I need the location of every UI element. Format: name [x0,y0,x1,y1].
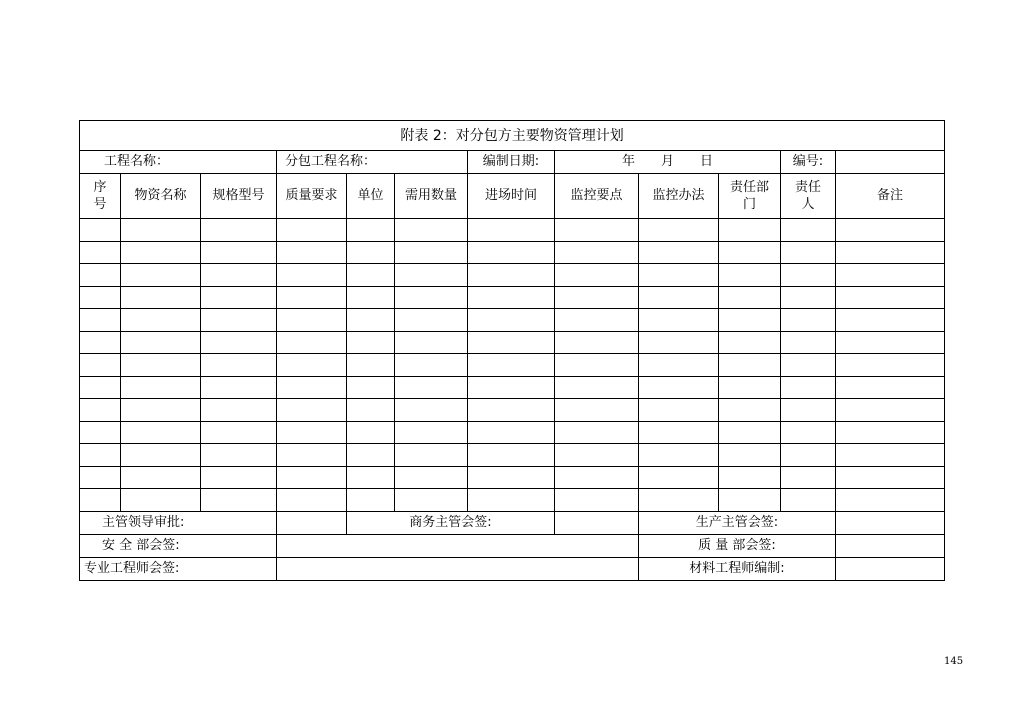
table-title: 附表 2：对分包方主要物资管理计划 [80,121,945,151]
table-cell [836,466,945,489]
header-cell: 责任人 [781,174,836,219]
table-cell [836,286,945,309]
table-cell [836,421,945,444]
table-cell [80,264,121,287]
table-cell [395,466,468,489]
table-cell [277,466,347,489]
table-cell [719,264,781,287]
table-cell [201,264,277,287]
commerce-countersign-field [555,511,639,534]
table-cell [468,421,555,444]
header-cell: 规格型号 [201,174,277,219]
table-cell [781,399,836,422]
table-row [80,399,945,422]
table-cell [836,399,945,422]
table-cell [201,376,277,399]
table-cell [80,444,121,467]
table-cell [347,489,395,512]
table-cell [121,421,201,444]
date-label: 编制日期: [468,151,555,174]
table-cell [80,331,121,354]
header-cell: 质量要求 [277,174,347,219]
table-cell [121,444,201,467]
table-cell [121,399,201,422]
quality-countersign-field [836,534,945,557]
table-cell [639,264,719,287]
table-cell [347,264,395,287]
table-cell [395,489,468,512]
header-cell: 序号 [80,174,121,219]
table-cell [719,399,781,422]
table-cell [277,309,347,332]
table-cell [395,241,468,264]
table-cell [80,376,121,399]
table-cell [639,489,719,512]
table-cell [121,309,201,332]
table-cell [277,399,347,422]
table-cell [468,489,555,512]
table-cell [395,444,468,467]
table-row [80,219,945,242]
table-cell [121,331,201,354]
table-row [80,421,945,444]
table-cell [468,376,555,399]
table-cell [555,219,639,242]
table-cell [468,264,555,287]
table-cell [555,421,639,444]
table-row [80,264,945,287]
table-cell [277,241,347,264]
table-cell [468,399,555,422]
header-cell: 进场时间 [468,174,555,219]
table-cell [347,219,395,242]
table-cell [277,489,347,512]
table-cell [468,331,555,354]
table-cell [781,376,836,399]
table-cell [121,466,201,489]
table-row [80,309,945,332]
table-cell [639,444,719,467]
table-cell [836,309,945,332]
table-cell [121,286,201,309]
table-cell [80,309,121,332]
table-cell [347,241,395,264]
table-cell [277,354,347,377]
table-cell [555,241,639,264]
table-cell [80,399,121,422]
material-engineer-field [836,557,945,580]
table-cell [347,399,395,422]
table-cell [201,354,277,377]
table-cell [468,219,555,242]
table-cell [836,489,945,512]
table-cell [121,489,201,512]
table-row [80,466,945,489]
table-cell [719,331,781,354]
table-cell [80,354,121,377]
table-cell [719,376,781,399]
table-cell [277,444,347,467]
table-cell [80,466,121,489]
header-cell: 物资名称 [121,174,201,219]
table-cell [80,241,121,264]
table-cell [395,354,468,377]
table-cell [121,241,201,264]
table-cell [639,309,719,332]
table-cell [836,264,945,287]
table-cell [781,444,836,467]
table-cell [347,331,395,354]
table-cell [781,241,836,264]
table-cell [555,466,639,489]
commerce-countersign-label: 商务主管会签: [347,511,555,534]
table-cell [639,466,719,489]
table-cell [781,264,836,287]
table-cell [719,354,781,377]
safety-countersign-label: 安 全 部会签: [80,534,277,557]
table-cell [201,399,277,422]
page-number: 145 [944,656,964,667]
table-cell [201,219,277,242]
table-row [80,489,945,512]
table-cell [277,376,347,399]
table-cell [395,376,468,399]
table-cell [468,286,555,309]
table-row [80,444,945,467]
material-management-plan-table [79,120,945,581]
table-cell [639,399,719,422]
table-row [80,331,945,354]
table-cell [639,354,719,377]
table-cell [781,219,836,242]
table-cell [201,309,277,332]
table-cell [468,444,555,467]
table-cell [277,286,347,309]
table-cell [277,331,347,354]
table-cell [201,241,277,264]
table-cell [395,399,468,422]
table-cell [639,286,719,309]
table-cell [719,219,781,242]
header-cell: 单位 [347,174,395,219]
table-cell [121,219,201,242]
quality-countersign-label: 质 量 部会签: [639,534,836,557]
table-cell [80,421,121,444]
table-cell [639,421,719,444]
table-cell [719,466,781,489]
table-cell [201,421,277,444]
project-name-label: 工程名称： [80,151,277,174]
engineer-countersign-field [277,557,639,580]
leader-approval-label: 主管领导审批: [80,511,277,534]
table-cell [781,489,836,512]
table-cell [347,376,395,399]
table-cell [719,421,781,444]
table-row [80,286,945,309]
table-cell [80,286,121,309]
header-cell: 监控要点 [555,174,639,219]
table-cell [555,286,639,309]
table-cell [277,264,347,287]
table-cell [468,241,555,264]
production-countersign-field [836,511,945,534]
table-cell [468,466,555,489]
table-cell [277,219,347,242]
table-cell [121,376,201,399]
table-cell [639,376,719,399]
table-cell [555,264,639,287]
table-cell [639,241,719,264]
leader-approval-field [277,511,347,534]
table-row [80,354,945,377]
table-cell [395,264,468,287]
table-cell [781,309,836,332]
table-cell [781,354,836,377]
table-cell [781,466,836,489]
table-cell [555,399,639,422]
sub-project-name-label: 分包工程名称： [277,151,468,174]
table-cell [719,286,781,309]
table-cell [719,444,781,467]
table-cell [468,354,555,377]
table-cell [555,354,639,377]
table-cell [555,444,639,467]
table-cell [836,354,945,377]
header-cell: 备注 [836,174,945,219]
table-cell [719,489,781,512]
table-cell [121,264,201,287]
engineer-countersign-label: 专业工程师会签: [80,557,277,580]
header-cell: 责任部门 [719,174,781,219]
table-cell [468,309,555,332]
number-value [836,151,945,174]
table-cell [836,376,945,399]
material-engineer-label: 材料工程师编制: [639,557,836,580]
table-cell [781,331,836,354]
header-cell: 监控办法 [639,174,719,219]
table-cell [347,286,395,309]
table-row [80,241,945,264]
safety-countersign-field [277,534,639,557]
table-cell [719,309,781,332]
header-cell: 需用数量 [395,174,468,219]
table-cell [395,219,468,242]
table-row [80,376,945,399]
table-cell [201,444,277,467]
table-cell [277,421,347,444]
table-cell [555,489,639,512]
table-cell [347,421,395,444]
table-cell [347,354,395,377]
table-cell [201,489,277,512]
table-cell [719,241,781,264]
table-cell [555,376,639,399]
table-cell [80,219,121,242]
production-countersign-label: 生产主管会签: [639,511,836,534]
table-cell [555,331,639,354]
table-cell [639,331,719,354]
table-cell [836,444,945,467]
table-cell [836,331,945,354]
table-cell [347,444,395,467]
number-label: 编号: [781,151,836,174]
table-cell [781,286,836,309]
table-cell [201,466,277,489]
table-cell [395,421,468,444]
date-value: 年 月 日 [555,151,781,174]
table-cell [395,309,468,332]
table-cell [395,331,468,354]
table-cell [639,219,719,242]
table-cell [555,309,639,332]
table-cell [781,421,836,444]
table-cell [395,286,468,309]
table-cell [836,219,945,242]
table-cell [347,309,395,332]
table-cell [836,241,945,264]
table-cell [347,466,395,489]
table-cell [121,354,201,377]
table-cell [201,331,277,354]
table-cell [201,286,277,309]
table-cell [80,489,121,512]
